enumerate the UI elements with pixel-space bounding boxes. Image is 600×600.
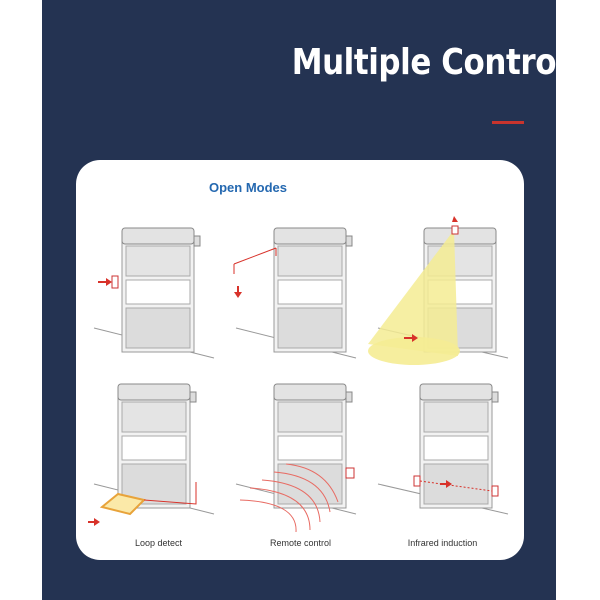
door-button-illustration <box>84 216 233 376</box>
mode-radar <box>368 216 517 392</box>
card-title: Open Modes <box>209 180 288 195</box>
mode-remote-control <box>226 372 375 548</box>
door-loop-detect-illustration <box>84 372 233 532</box>
mode-loop-detect <box>84 372 233 548</box>
mode-label: Remote control <box>269 538 332 548</box>
door-radar-illustration <box>368 216 517 376</box>
door-swipe-card-illustration <box>226 216 375 376</box>
accent-bar <box>492 121 524 124</box>
page-title: Multiple Control <box>291 42 566 83</box>
mode-button <box>84 216 233 392</box>
open-modes-card <box>76 160 524 560</box>
mode-label: Loop detect <box>134 538 183 548</box>
door-remote-control-illustration <box>226 372 375 532</box>
door-infrared-induction-illustration <box>368 372 517 532</box>
mode-label: Infrared induction <box>407 538 478 548</box>
mode-swipe-card <box>226 216 375 392</box>
mode-infrared-induction <box>368 372 517 548</box>
